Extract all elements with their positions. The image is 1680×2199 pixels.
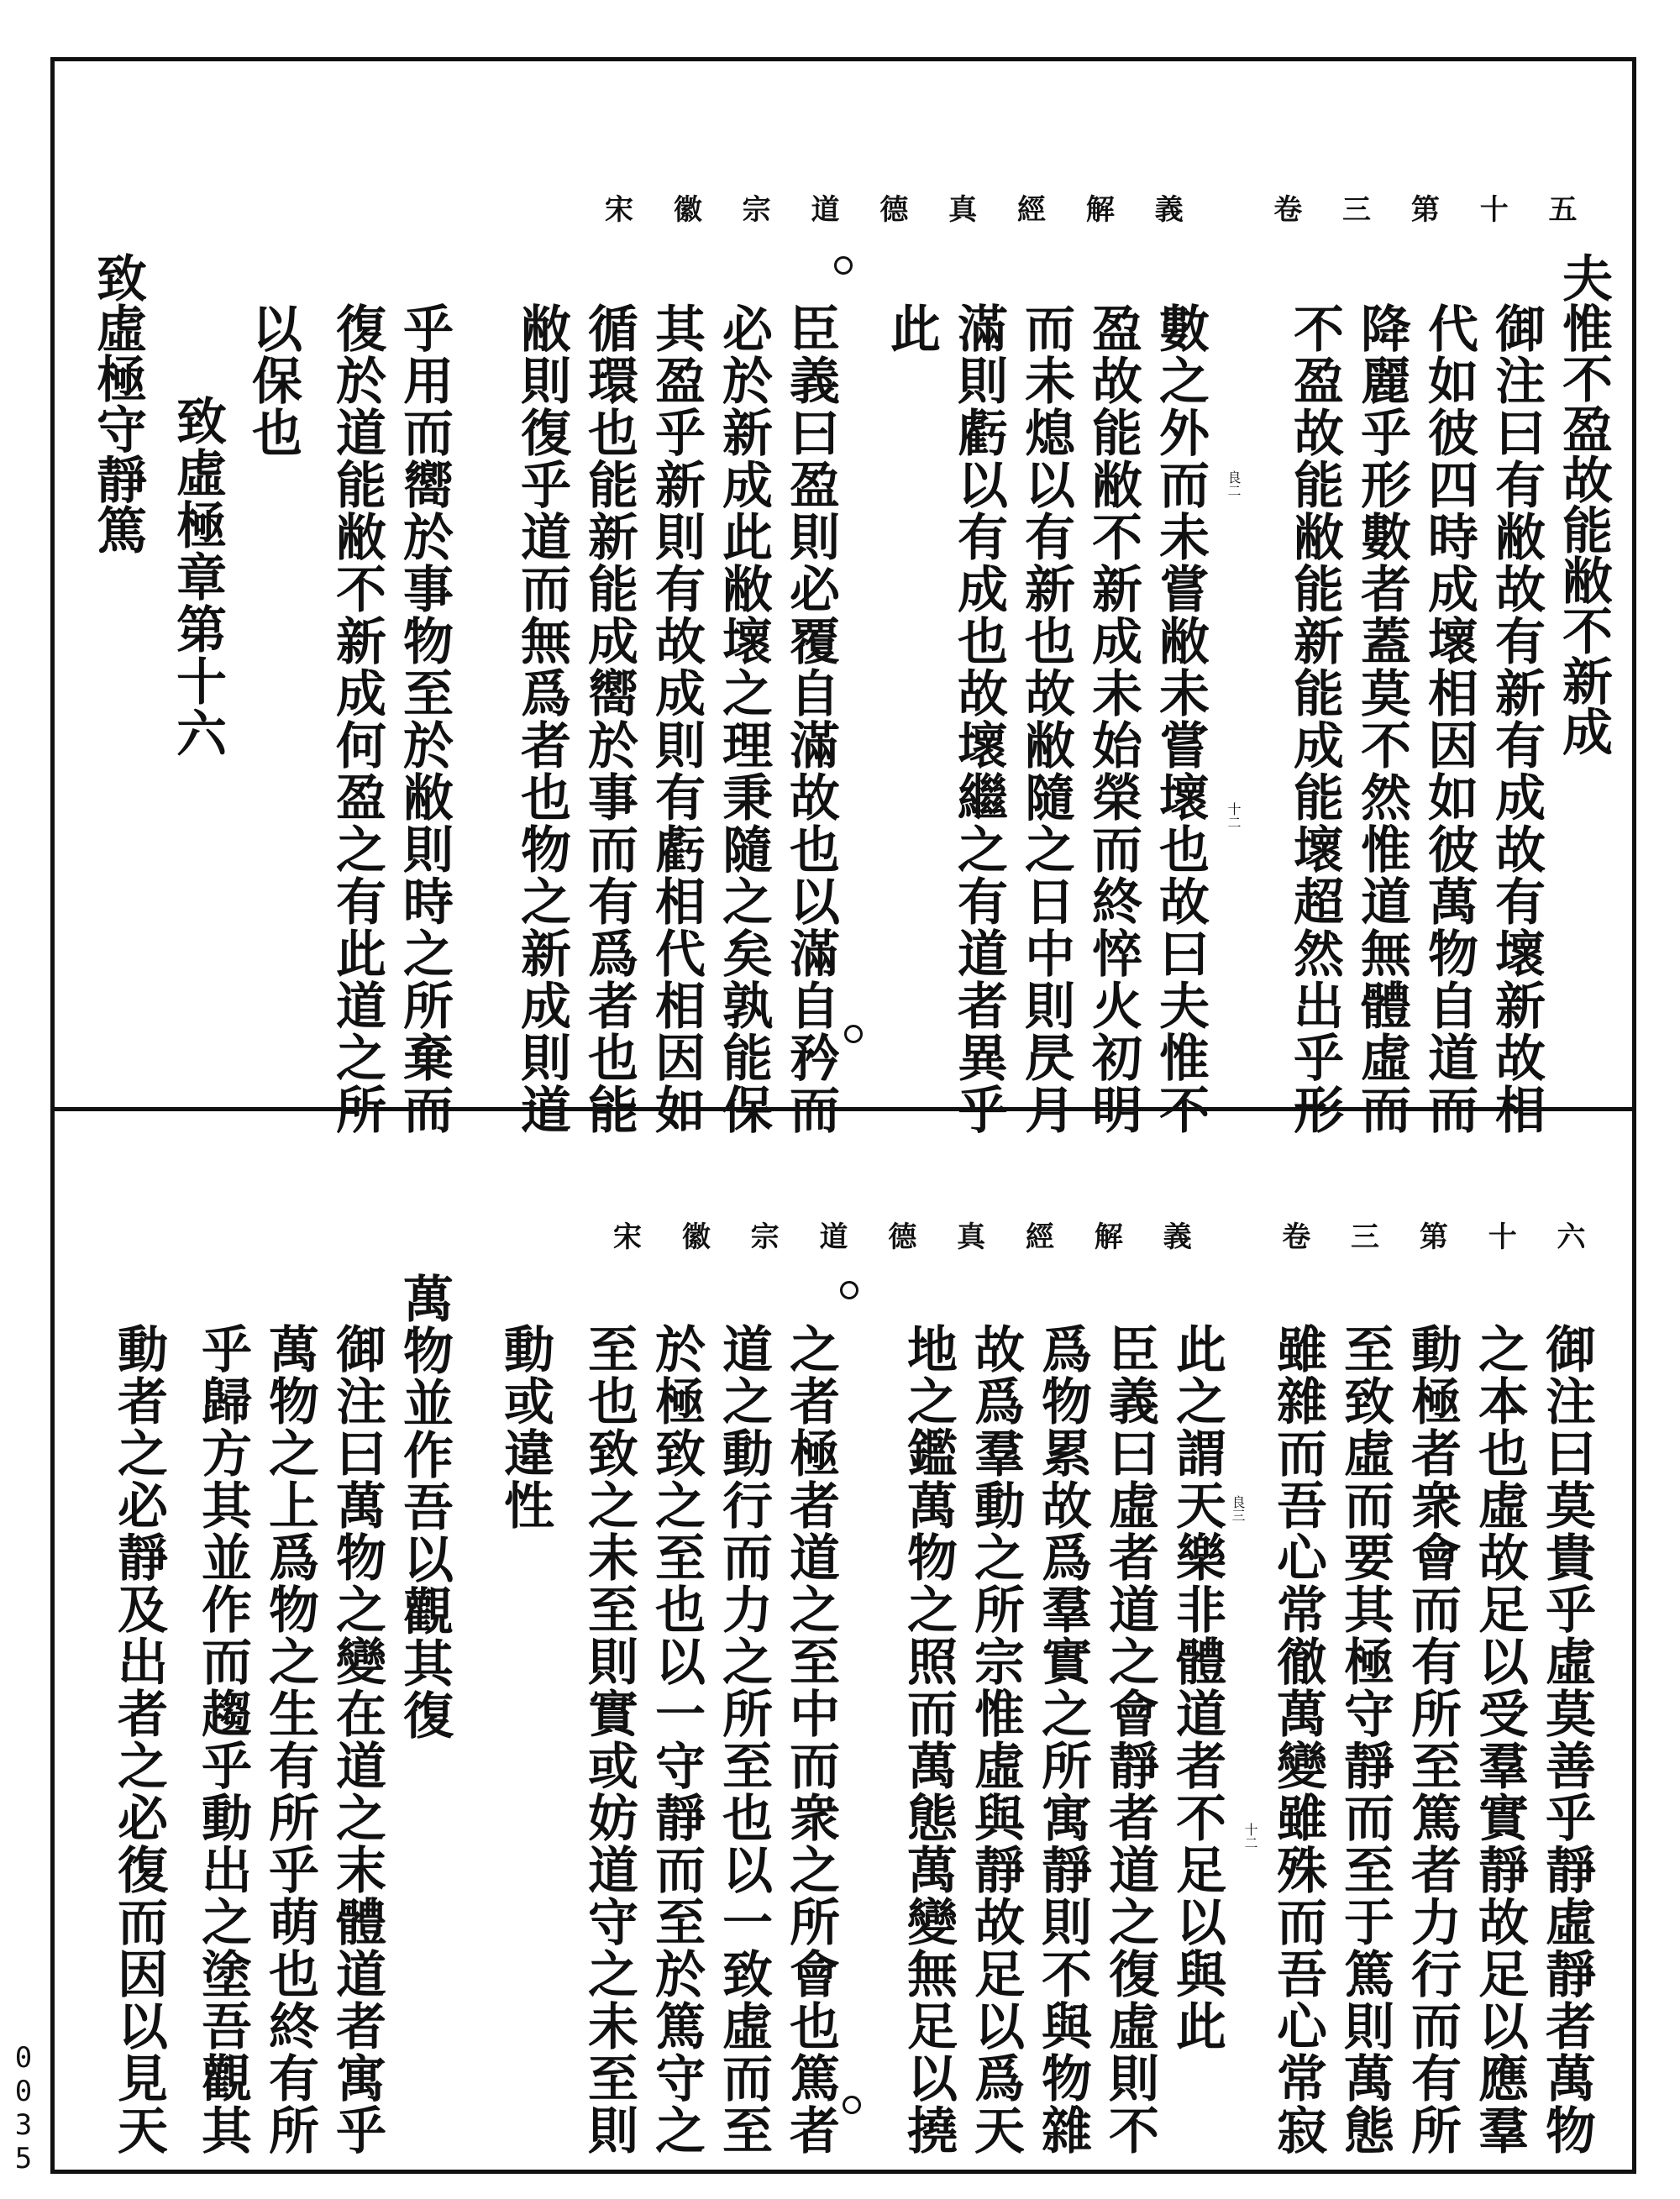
text-column: 降麗乎形數者蓋莫不然惟道無體虛而: [1352, 302, 1411, 1136]
text-column: 萬物並作吾以觀其復: [395, 1273, 454, 1741]
text-column: 動者之必靜及出者之必復而因以見天: [109, 1323, 168, 2156]
text-column: 臣義曰虛者道之會靜者道之復虛則不: [1100, 1323, 1159, 2156]
text-column: 故爲羣動之所宗惟虛與靜故足以爲天: [966, 1323, 1025, 2156]
text-column: 其盈乎新則有故成則有虧相代相因如: [647, 302, 706, 1136]
text-column: 爲物累故爲羣實之所寓靜則不與物雜: [1033, 1323, 1092, 2156]
top-running-header: 宋 徽 宗 道 德 真 經 解 義 卷 三 第 十 五: [605, 193, 1593, 227]
text-column: 動極者衆會而有所至篤者力行而有所: [1403, 1323, 1462, 2156]
text-column: 此: [882, 302, 941, 354]
chapter-title: 致虛極章第十六: [168, 395, 227, 759]
text-column: 夫惟不盈故能敝不新成: [1554, 252, 1613, 756]
margin-note: 良二: [1226, 470, 1242, 497]
text-column: 萬物之上爲物之生有所乎萌也終有所: [260, 1323, 319, 2156]
text-column: 不盈故能敝能新能成能壞超然出乎形: [1285, 302, 1344, 1136]
text-column: 地之鑑萬物之照而萬態萬變無足以撓: [899, 1323, 958, 2156]
punctuation-circle: [843, 2096, 861, 2114]
text-column: 之者極者道之至中而衆之所會也篤者: [781, 1323, 840, 2156]
text-column: 至致虛而要其極守靜而至于篤則萬態: [1336, 1323, 1394, 2156]
text-column: 盈故能敝不新成未始榮而終悴火初明: [1084, 302, 1142, 1136]
text-column: 乎歸方其並作而趨乎動出之塗吾觀其: [193, 1323, 252, 2156]
text-column: 道之動行而力之所至也以一致虛而至: [714, 1323, 773, 2156]
margin-note: 十二: [1242, 1823, 1258, 1850]
bottom-running-header: 宋 徽 宗 道 德 真 經 解 義 卷 三 第 十 六: [613, 1220, 1601, 1254]
margin-note: 十二: [1226, 802, 1242, 829]
text-column: 敝則復乎道而無爲者也物之新成則道: [512, 302, 571, 1136]
text-column: 代如彼四時成壞相因如彼萬物自道而: [1420, 302, 1478, 1136]
text-column: 致虛極守靜篤: [88, 252, 147, 554]
punctuation-circle: [840, 1281, 858, 1299]
punctuation-circle: [834, 256, 853, 275]
text-column: 滿則虧以有成也故壞繼之有道者異乎: [949, 302, 1008, 1136]
text-column: 動或違性: [496, 1323, 554, 1531]
text-column: 於極致之至也以一守靜而至於篤守之: [647, 1323, 706, 2156]
text-column: 循環也能新能成嚮於事而有爲者也能: [580, 302, 638, 1136]
text-column: 至也致之未至則實或妨道守之未至則: [580, 1323, 638, 2156]
text-column: 雖雜而吾心常徹萬變雖殊而吾心常寂: [1268, 1323, 1327, 2156]
text-column: 臣義曰盈則必覆自滿故也以滿自矜而: [781, 302, 840, 1136]
text-column: 御注曰莫貴乎虛莫善乎靜虛靜者萬物: [1537, 1323, 1596, 2156]
punctuation-circle: [844, 1025, 863, 1043]
text-column: 此之謂天樂非體道者不足以與此: [1168, 1323, 1226, 2052]
text-column: 之本也虛故足以受羣實靜故足以應羣: [1470, 1323, 1529, 2156]
page-number: 0035: [7, 2041, 40, 2175]
text-column: 御注曰萬物之變在道之末體道者寓乎: [328, 1323, 386, 2156]
text-column: 乎用而嚮於事物至於敝則時之所棄而: [395, 302, 454, 1136]
text-column: 必於新成此敝壞之理秉隨之矣孰能保: [714, 302, 773, 1136]
text-column: 御注曰有敝故有新有成故有壞新故相: [1487, 302, 1546, 1136]
text-column: 而未熄以有新也故敝隨之日中則昃月: [1016, 302, 1075, 1136]
margin-note: 良三: [1230, 1495, 1246, 1522]
text-column: 復於道能敝不新成何盈之有此道之所: [328, 302, 386, 1136]
text-column: 以保也: [244, 302, 302, 459]
text-column: 數之外而未嘗敝未嘗壞也故曰夫惟不: [1151, 302, 1210, 1136]
